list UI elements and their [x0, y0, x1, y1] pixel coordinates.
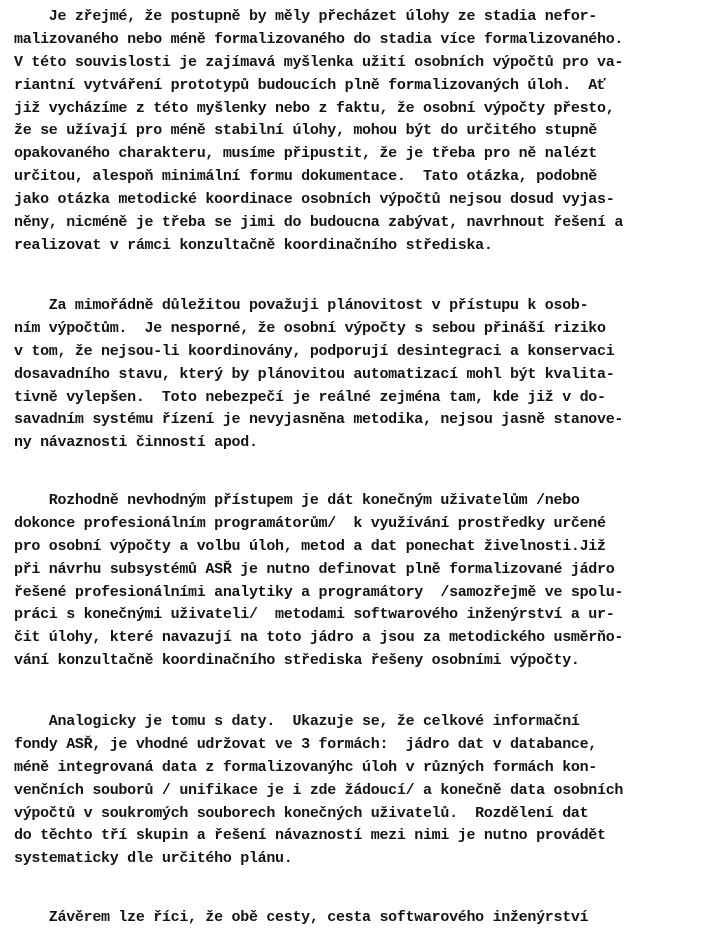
text-line: do těchto tří skupin a řešení návazností mezi nimi je nutno provádět [14, 827, 606, 845]
text-line: Analogicky je tomu s daty. Ukazuje se, že celkové informační [14, 713, 580, 730]
text-line: Závěrem lze říci, že obě cesty, cesta softwarového inženýrství [14, 909, 589, 926]
text-line: jako otázka metodické koordinace osobních výpočtů nejsou dosud vyjas- [14, 191, 615, 209]
paragraph-1 [14, 6, 623, 258]
text-line: ny návaznosti činností apod. [14, 434, 258, 452]
text-line: řešené profesionálními analytiky a programátory /samozřejmě ve spolu- [14, 583, 624, 601]
text-line: malizovaného nebo méně formalizovaného do stadia více formalizovaného. [14, 30, 624, 48]
text-line: ním výpočtům. Je nesporné, že osobní výpočty s sebou přináší riziko [14, 319, 606, 337]
text-line: čit úlohy, které navazují na toto jádro a jsou za metodického usměrňo- [14, 629, 624, 647]
text-line: riantní vytváření prototypů budoucích plně formalizovaných úloh. Ať [14, 76, 606, 94]
text-line: méně integrovaná data z formalizovanýhc úloh v různých formách kon- [14, 758, 597, 776]
text-line: již vycházíme z této myšlenky nebo z faktu, že osobní výpočty přesto, [14, 99, 615, 117]
text-line: určitou, alespoň minimální formu dokumentace. Tato otázka, podobně [14, 168, 597, 186]
text-line: výpočtů v soukromých souborech konečných uživatelů. Rozdělení dat [14, 804, 589, 822]
text-line: práci s konečnými uživateli/ metodami softwarového inženýrství a ur- [14, 606, 615, 624]
text-line: Je zřejmé, že postupně by měly přecházet úlohy ze stadia nefor- [14, 8, 597, 25]
text-line: venčních souborů / unifikace je i zde žádoucí/ a konečně data osobních [14, 781, 624, 799]
paragraph-2 [14, 295, 623, 455]
paragraph-3 [14, 490, 623, 673]
text-line: realizovat v rámci konzultačně koordinačního střediska. [14, 236, 493, 254]
text-line: dokonce profesionálním programátorům/ k využívání prostředky určené [14, 514, 606, 532]
text-line: Za mimořádně důležitou považuji plánovitost v přístupu k osob- [14, 297, 589, 314]
paragraph-5 [14, 907, 588, 930]
text-line: něny, nicméně je třeba se jimi do budoucna zabývat, navrhnout řešení a [14, 214, 624, 232]
text-line: pro osobní výpočty a volbu úloh, metod a dat ponechat živelnosti.Již [14, 537, 606, 555]
text-line: Rozhodně nevhodným přístupem je dát konečným uživatelům /nebo [14, 492, 580, 509]
paragraph-4 [14, 711, 623, 871]
text-line: fondy ASŘ, je vhodné udržovat ve 3 formách: jádro dat v databance, [14, 735, 597, 753]
text-line: vání konzultačně koordinačního střediska řešeny osobními výpočty. [14, 652, 580, 670]
text-line: V této souvislosti je zajímavá myšlenka užití osobních výpočtů pro va- [14, 53, 624, 71]
text-line: v tom, že nejsou-li koordinovány, podporují desintegraci a konservaci [14, 342, 615, 360]
text-line: systematicky dle určitého plánu. [14, 850, 293, 868]
text-line: dosavadního stavu, který by plánovitou automatizací mohl být kvalita- [14, 365, 615, 383]
text-line: tivně vylepšen. Toto nebezpečí je reálné zejména tam, kde již v do- [14, 388, 606, 406]
text-line: savadním systému řízení je nevyjasněna metodika, nejsou jasně stanove- [14, 411, 624, 429]
text-line: opakovaného charakteru, musíme připustit, že je třeba pro ně nalézt [14, 145, 597, 163]
text-line: že se užívají pro méně stabilní úlohy, mohou být do určitého stupně [14, 122, 597, 140]
text-line: při návrhu subsystémů ASŘ je nutno definovat plně formalizované jádro [14, 560, 615, 578]
